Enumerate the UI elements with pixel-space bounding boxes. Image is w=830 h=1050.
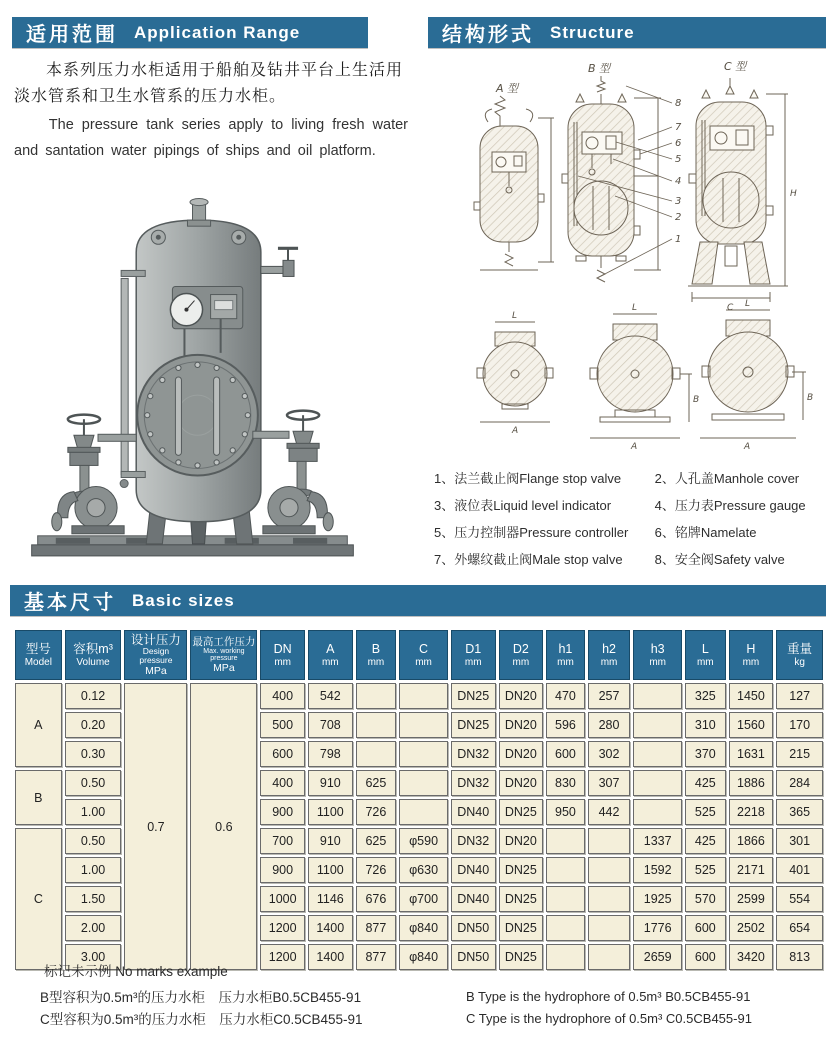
dim-c-label: C: [727, 303, 734, 313]
cell: 307: [588, 770, 631, 796]
cell: 910: [308, 770, 353, 796]
cell: 1337: [633, 828, 682, 854]
cell: 400: [260, 770, 305, 796]
col-dn: DN mm: [260, 630, 305, 680]
col-design-pressure: 设计压力 Design pressure MPa: [124, 630, 187, 680]
cell: 1400: [308, 915, 353, 941]
col-volume: 容积m³ Volume: [65, 630, 122, 680]
dim-a-3: A: [744, 442, 751, 452]
cell: DN25: [499, 886, 544, 912]
legend-en: Namelate: [700, 525, 757, 540]
cell: DN20: [499, 683, 544, 709]
cell: φ840: [399, 944, 448, 970]
cell: 910: [308, 828, 353, 854]
legend-label: 1、法兰截止阀: [434, 471, 520, 486]
model-cell: B: [15, 770, 62, 825]
dim-b-2: B: [693, 395, 700, 405]
cell: DN20: [499, 741, 544, 767]
cell: [356, 741, 397, 767]
dim-a-2: A: [631, 442, 638, 452]
cell: 900: [260, 857, 305, 883]
cell: 708: [308, 712, 353, 738]
cell: 1146: [308, 886, 353, 912]
legend-item-2: [655, 468, 828, 487]
cell: 1450: [729, 683, 774, 709]
cell: [546, 886, 585, 912]
application-paragraph-en: The pressure tank series apply to living fresh water and santation water pipings of ships and oil platform.: [14, 117, 408, 159]
cell: DN25: [499, 915, 544, 941]
cell: 2659: [633, 944, 682, 970]
callout-3: 3: [675, 196, 682, 207]
cell: 525: [685, 799, 726, 825]
cell: 365: [776, 799, 823, 825]
cell: 301: [776, 828, 823, 854]
cell: DN25: [499, 799, 544, 825]
manhole-cover: [137, 355, 258, 476]
col-weight: 重量 kg: [776, 630, 823, 680]
application-paragraph-zh: 本系列压力水柜适用于船舶及钻井平台上生活用淡水管系和卫生水管系的压力水柜。: [14, 62, 404, 105]
col-max-working-pressure: 最高工作压力 Max. working pressure MPa: [190, 630, 257, 680]
parts-legend: [434, 468, 828, 568]
cell: 1886: [729, 770, 774, 796]
cell: 1.00: [65, 799, 122, 825]
cell: 1.00: [65, 857, 122, 883]
legend-item-1: [434, 468, 655, 487]
cell: 877: [356, 915, 397, 941]
note-en-type-b: B Type is the hydrophore of 0.5m³ B0.5CB455-91: [466, 989, 751, 1004]
application-range-header: [12, 17, 368, 48]
cell: 2599: [729, 886, 774, 912]
cell: [588, 915, 631, 941]
col-h1: h1 mm: [546, 630, 585, 680]
front-view-type-b: [562, 76, 661, 282]
cell: [399, 712, 448, 738]
application-range-title-zh: 适用范围: [26, 24, 118, 46]
cell: [399, 799, 448, 825]
cell: 0.12: [65, 683, 122, 709]
legend-en: Male stop valve: [532, 552, 623, 567]
cell: 1100: [308, 857, 353, 883]
callout-1: 1: [675, 234, 682, 245]
col-a: A mm: [308, 630, 353, 680]
cell: 257: [588, 683, 631, 709]
basic-sizes-table: [12, 627, 826, 973]
cell: 830: [546, 770, 585, 796]
front-view-type-a: [474, 96, 554, 270]
cell: DN25: [499, 944, 544, 970]
cell: 798: [308, 741, 353, 767]
cell: 284: [776, 770, 823, 796]
legend-label: 8、安全阀: [654, 552, 714, 567]
legend-label: 4、压力表: [654, 498, 714, 513]
legend-label: 6、铭牌: [654, 525, 701, 540]
cell: [633, 770, 682, 796]
legend-item-8: [655, 549, 828, 568]
cell: [399, 741, 448, 767]
cell: DN50: [451, 944, 496, 970]
cell: 302: [588, 741, 631, 767]
notes-title: 标记未示例 No marks example: [44, 964, 228, 979]
col-l: L mm: [685, 630, 726, 680]
front-view-type-c: [688, 78, 788, 302]
cell: [546, 915, 585, 941]
right-valve-pump: [253, 411, 333, 534]
note-zh-type-b: B型容积为0.5m³的压力水柜 压力水柜B0.5CB455-91: [40, 990, 362, 1005]
callout-8: 8: [675, 98, 682, 109]
legend-item-7: [434, 549, 655, 568]
legend-en: Liquid level indicator: [493, 498, 612, 513]
cell: 2.00: [65, 915, 122, 941]
cell: 625: [356, 770, 397, 796]
cell: DN25: [499, 857, 544, 883]
callout-5: 5: [675, 154, 682, 165]
cell: 280: [588, 712, 631, 738]
cell: 1200: [260, 915, 305, 941]
product-photo: [22, 190, 362, 572]
legend-item-3: [434, 495, 655, 514]
dim-l-3: L: [745, 299, 751, 309]
cell: [588, 828, 631, 854]
type-a-label: A 型: [496, 82, 519, 95]
cell: [588, 886, 631, 912]
cell: 877: [356, 944, 397, 970]
legend-item-6: [655, 522, 828, 541]
top-view-type-a: [477, 322, 553, 422]
cell: 600: [685, 915, 726, 941]
cell: [546, 828, 585, 854]
cell: 1000: [260, 886, 305, 912]
cell: φ630: [399, 857, 448, 883]
callout-2: 2: [675, 212, 682, 223]
col-model: 型号 Model: [15, 630, 62, 680]
cell: DN25: [451, 683, 496, 709]
cell: 0.30: [65, 741, 122, 767]
cell: 470: [546, 683, 585, 709]
max-working-pressure-cell: 0.6: [190, 683, 257, 970]
cell: DN32: [451, 828, 496, 854]
legend-label: 2、人孔盖: [654, 471, 714, 486]
col-b: B mm: [356, 630, 397, 680]
top-view-type-c: [700, 310, 806, 438]
cell: 1100: [308, 799, 353, 825]
legend-en: Pressure gauge: [713, 498, 806, 513]
dim-h-label: H: [790, 189, 797, 199]
cell: [633, 741, 682, 767]
basic-sizes-title-en: Basic sizes: [132, 590, 235, 610]
cell: 170: [776, 712, 823, 738]
cell: [356, 683, 397, 709]
cell: DN40: [451, 857, 496, 883]
cell: 2171: [729, 857, 774, 883]
cell: 1.50: [65, 886, 122, 912]
top-view-type-b: [590, 314, 692, 438]
cell: [546, 857, 585, 883]
cell: 0.50: [65, 770, 122, 796]
basic-sizes-title-zh: 基本尺寸: [24, 592, 116, 614]
cell: 3420: [729, 944, 774, 970]
col-h3: h3 mm: [633, 630, 682, 680]
callout-6: 6: [675, 138, 682, 149]
col-h: H mm: [729, 630, 774, 680]
structure-drawing: [430, 56, 828, 460]
legend-item-4: [655, 495, 828, 514]
cell: 0.50: [65, 828, 122, 854]
cell: 215: [776, 741, 823, 767]
cell: 1631: [729, 741, 774, 767]
cell: 500: [260, 712, 305, 738]
cell: DN25: [451, 712, 496, 738]
cell: 325: [685, 683, 726, 709]
cell: 554: [776, 886, 823, 912]
cell: [588, 944, 631, 970]
cell: DN50: [451, 915, 496, 941]
cell: 1592: [633, 857, 682, 883]
cell: DN32: [451, 741, 496, 767]
col-d1: D1 mm: [451, 630, 496, 680]
cell: DN32: [451, 770, 496, 796]
cell: 1200: [260, 944, 305, 970]
legend-item-5: [434, 522, 655, 541]
cell: 1925: [633, 886, 682, 912]
design-pressure-cell: 0.7: [124, 683, 187, 970]
cell: [399, 683, 448, 709]
cell: 600: [685, 944, 726, 970]
legend-label: 7、外螺纹截止阀: [434, 552, 533, 567]
cell: 1560: [729, 712, 774, 738]
cell: 370: [685, 741, 726, 767]
cell: 813: [776, 944, 823, 970]
cell: φ590: [399, 828, 448, 854]
cell: [633, 683, 682, 709]
cell: 525: [685, 857, 726, 883]
cell: 600: [260, 741, 305, 767]
type-c-label: C 型: [724, 60, 747, 73]
type-b-label: B 型: [588, 62, 611, 75]
cell: 950: [546, 799, 585, 825]
cell: 425: [685, 828, 726, 854]
col-h2: h2 mm: [588, 630, 631, 680]
model-cell: A: [15, 683, 62, 767]
structure-header: [428, 17, 826, 48]
cell: 310: [685, 712, 726, 738]
cell: [633, 712, 682, 738]
legend-label: 3、液位表: [434, 498, 494, 513]
col-d2: D2 mm: [499, 630, 544, 680]
cell: 726: [356, 799, 397, 825]
cell: 442: [588, 799, 631, 825]
cell: [399, 770, 448, 796]
cell: 542: [308, 683, 353, 709]
callout-7: 7: [675, 122, 682, 133]
cell: 676: [356, 886, 397, 912]
cell: 654: [776, 915, 823, 941]
cell: DN40: [451, 799, 496, 825]
model-cell: C: [15, 828, 62, 970]
note-zh-type-c: C型容积为0.5m³的压力水柜 压力水柜C0.5CB455-91: [40, 1012, 363, 1027]
cell: DN20: [499, 770, 544, 796]
structure-title-zh: 结构形式: [442, 24, 534, 46]
dim-b-3: B: [807, 393, 814, 403]
cell: 127: [776, 683, 823, 709]
cell: DN40: [451, 886, 496, 912]
cell: 596: [546, 712, 585, 738]
cell: DN20: [499, 712, 544, 738]
cell: 425: [685, 770, 726, 796]
legend-en: Manhole cover: [713, 471, 800, 486]
dim-l-1: L: [512, 311, 518, 321]
cell: 726: [356, 857, 397, 883]
cell: [356, 712, 397, 738]
cell: 600: [546, 741, 585, 767]
cell: 900: [260, 799, 305, 825]
dim-l-2: L: [632, 303, 638, 313]
cell: 625: [356, 828, 397, 854]
dim-a-1: A: [512, 426, 519, 436]
application-range-text: [14, 58, 408, 164]
basic-sizes-header: [10, 585, 826, 616]
cell: [588, 857, 631, 883]
cell: 1400: [308, 944, 353, 970]
legend-en: Pressure controller: [519, 525, 629, 540]
cell: 3.00: [65, 944, 122, 970]
cell: 0.20: [65, 712, 122, 738]
table-row: [15, 683, 823, 709]
cell: φ840: [399, 915, 448, 941]
cell: 1776: [633, 915, 682, 941]
legend-en: Flange stop valve: [519, 471, 622, 486]
header-row: [15, 630, 823, 680]
callout-4: 4: [675, 176, 682, 187]
application-range-title-en: Application Range: [134, 22, 301, 42]
cell: DN20: [499, 828, 544, 854]
cell: 570: [685, 886, 726, 912]
legend-label: 5、压力控制器: [434, 525, 520, 540]
cell: 2218: [729, 799, 774, 825]
cell: [633, 799, 682, 825]
cell: 700: [260, 828, 305, 854]
cell: 401: [776, 857, 823, 883]
shoulder-valve: [261, 248, 298, 276]
cell: 400: [260, 683, 305, 709]
top-nozzle: [187, 199, 210, 227]
cell: φ700: [399, 886, 448, 912]
cell: 1866: [729, 828, 774, 854]
structure-title-en: Structure: [550, 22, 635, 42]
legend-en: Safety valve: [713, 552, 785, 567]
cell: 2502: [729, 915, 774, 941]
col-c: C mm: [399, 630, 448, 680]
note-en-type-c: C Type is the hydrophore of 0.5m³ C0.5CB455-91: [466, 1011, 752, 1026]
cell: [546, 944, 585, 970]
